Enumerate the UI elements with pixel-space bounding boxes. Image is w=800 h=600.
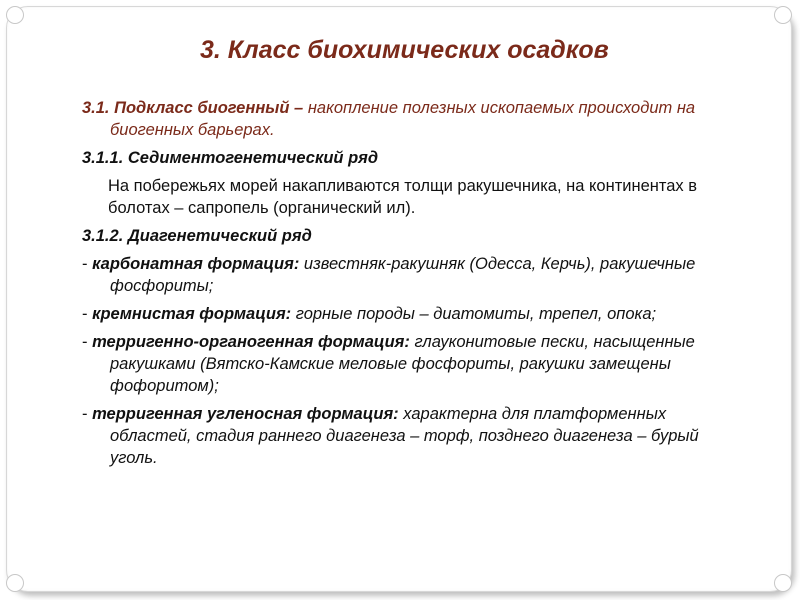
- item-prefix: -: [82, 333, 93, 351]
- corner-circle: [774, 6, 792, 24]
- corner-circle: [6, 6, 24, 24]
- list-item-carbonate: [82, 253, 732, 297]
- corner-circle: [6, 574, 24, 592]
- slide-title: 3. Класс биохимических осадков: [200, 36, 609, 64]
- section-312-heading: 3.1.2. Диагенетический ряд: [82, 227, 312, 245]
- list-item-siliceous: [82, 303, 732, 325]
- item-prefix: -: [82, 405, 93, 423]
- list-item-terrigenous-organogenic: [82, 331, 732, 397]
- section-311-text: На побережьях морей накапливаются толщи ракушечника, на континентах в болотах – сапропель (органический ил).: [108, 177, 698, 217]
- slide-content: [82, 97, 732, 475]
- item-name: кремнистая формация:: [92, 305, 292, 323]
- section-311-heading: 3.1.1. Седиментогенетический ряд: [82, 149, 379, 167]
- item-name: терригенная угленосная формация:: [92, 405, 399, 423]
- subclass-paragraph: [82, 97, 732, 141]
- corner-circle: [774, 574, 792, 592]
- item-text: известняк-ракушняк (Одесса, Керчь), ракушечные фосфориты;: [110, 255, 696, 295]
- subclass-text: накопление полезных ископаемых происходит на биогенных барьерах.: [110, 99, 696, 139]
- item-prefix: -: [82, 255, 93, 273]
- item-text: характерна для платформенных областей, стадия раннего диагенеза – торф, позднего диагенеза – бурый уголь.: [110, 405, 699, 467]
- item-prefix: -: [82, 305, 93, 323]
- item-name: терригенно-органогенная формация:: [92, 333, 410, 351]
- list-item-coal-bearing: [82, 403, 732, 469]
- item-name: карбонатная формация:: [92, 255, 300, 273]
- subclass-label: 3.1. Подкласс биогенный –: [82, 99, 304, 117]
- item-text: глауконитовые пески, насыщенные ракушками (Вятско-Камские меловые фосфориты, ракушки замещены фофоритом);: [110, 333, 695, 395]
- item-text: горные породы – диатомиты, трепел, опока;: [291, 305, 657, 323]
